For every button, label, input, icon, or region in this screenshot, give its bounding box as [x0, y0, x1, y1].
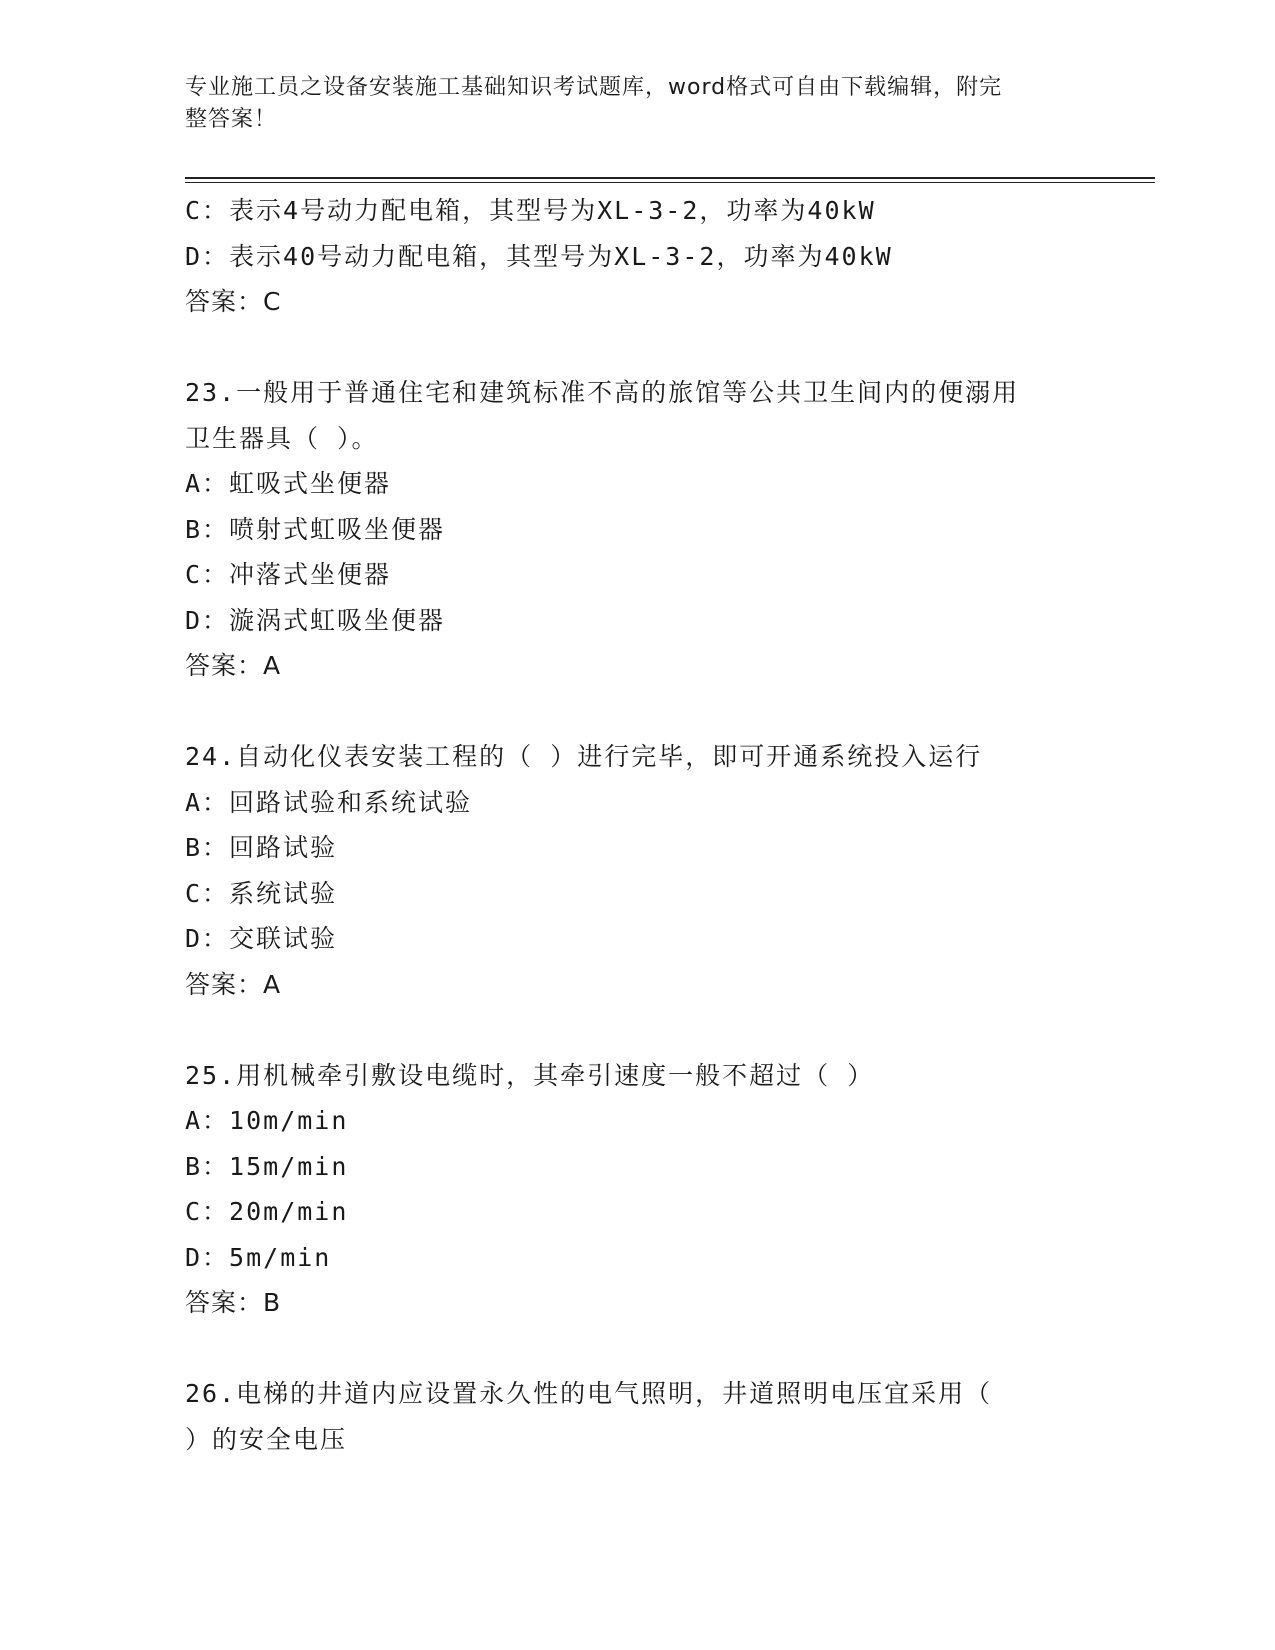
question-stem: 26.电梯的井道内应设置永久性的电气照明，井道照明电压宜采用（ [185, 1379, 993, 1408]
document-header [185, 72, 1065, 136]
answer: 答案：C [185, 287, 282, 316]
question-22 [185, 188, 1085, 325]
option-c: C：冲落式坐便器 [185, 560, 392, 589]
option-a: A：虹吸式坐便器 [185, 469, 392, 498]
option-b: B：15m/min [185, 1151, 349, 1181]
option-d: D：交联试验 [185, 924, 338, 953]
spacer [185, 325, 1085, 371]
option-c: C：表示4号动力配电箱，其型号为XL-3-2，功率为40kW [185, 196, 876, 225]
option-c: C：系统试验 [185, 878, 338, 908]
header-line-2: 整答案！ [185, 107, 278, 132]
option-d: D：表示40号动力配电箱，其型号为XL-3-2，功率为40kW [185, 241, 893, 271]
question-stem-continued: ）的安全电压 [185, 1424, 348, 1454]
option-c: C：20m/min [185, 1197, 349, 1226]
question-stem-continued: 卫生器具（ ）。 [185, 423, 379, 453]
question-stem: 25.用机械牵引敷设电缆时，其牵引速度一般不超过（ ） [185, 1060, 875, 1090]
option-b: B：回路试验 [185, 833, 338, 862]
spacer [185, 689, 1085, 735]
option-d: D：漩涡式虹吸坐便器 [185, 605, 446, 635]
option-a: A：10m/min [185, 1106, 349, 1135]
option-a: A：回路试验和系统试验 [185, 787, 473, 817]
question-25 [185, 1053, 1085, 1326]
spacer [185, 1326, 1085, 1372]
question-24 [185, 734, 1085, 1007]
spacer [185, 1007, 1085, 1053]
answer: 答案：A [185, 969, 282, 999]
question-stem: 24.自动化仪表安装工程的（ ）进行完毕，即可开通系统投入运行 [185, 742, 983, 771]
option-d: D：5m/min [185, 1242, 332, 1272]
header-divider-thin [185, 182, 1155, 183]
question-stem: 23.一般用于普通住宅和建筑标准不高的旅馆等公共卫生间内的便溺用 [185, 378, 1020, 407]
header-divider [185, 177, 1155, 179]
answer: 答案：A [185, 651, 282, 680]
answer: 答案：B [185, 1288, 282, 1317]
header-line-1: 专业施工员之设备安装施工基础知识考试题库，word格式可自由下载编辑，附完 [185, 75, 1003, 100]
option-b: B：喷射式虹吸坐便器 [185, 514, 446, 544]
question-26 [185, 1371, 1085, 1462]
question-23 [185, 370, 1085, 689]
question-list [185, 188, 1085, 1462]
